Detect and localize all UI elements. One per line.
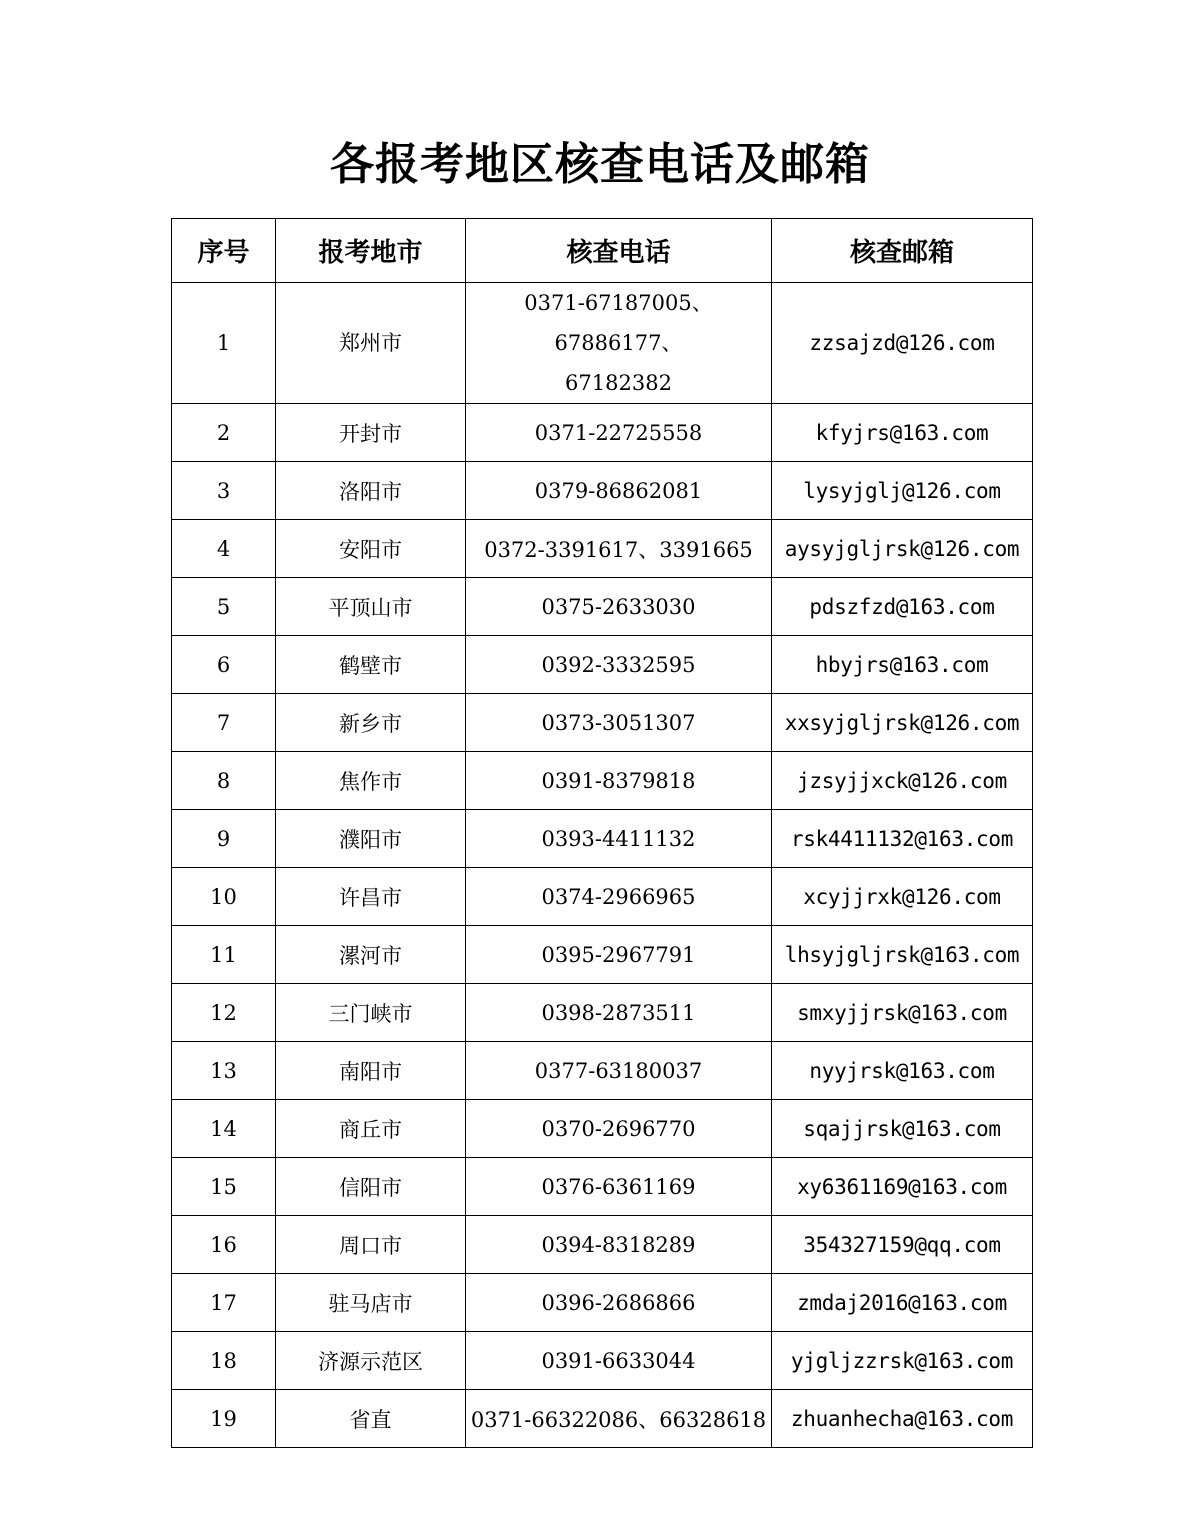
table-row — [172, 1332, 1033, 1390]
row-city: 三门峡市 — [276, 984, 466, 1042]
row-phone: 0376-6361169 — [466, 1158, 772, 1216]
row-city: 鹤壁市 — [276, 636, 466, 694]
header-email: 核查邮箱 — [772, 219, 1033, 283]
row-serial-number: 15 — [172, 1158, 276, 1216]
row-serial-number: 17 — [172, 1274, 276, 1332]
row-city: 济源示范区 — [276, 1332, 466, 1390]
row-city: 信阳市 — [276, 1158, 466, 1216]
table-row — [172, 1158, 1033, 1216]
row-city: 濮阳市 — [276, 810, 466, 868]
row-phone: 0375-2633030 — [466, 578, 772, 636]
row-city: 洛阳市 — [276, 462, 466, 520]
row-email: rsk4411132@163.com — [772, 810, 1033, 868]
row-serial-number: 5 — [172, 578, 276, 636]
table-header-row — [172, 219, 1033, 283]
row-phone: 0372-3391617、3391665 — [466, 520, 772, 578]
table-row — [172, 636, 1033, 694]
row-email: xxsyjgljrsk@126.com — [772, 694, 1033, 752]
row-phone: 0370-2696770 — [466, 1100, 772, 1158]
row-serial-number: 2 — [172, 404, 276, 462]
row-phone — [466, 283, 772, 404]
row-phone: 0392-3332595 — [466, 636, 772, 694]
row-phone: 0395-2967791 — [466, 926, 772, 984]
row-city: 安阳市 — [276, 520, 466, 578]
row-email: zzsajzd@126.com — [772, 283, 1033, 404]
table-row — [172, 462, 1033, 520]
table-row — [172, 1042, 1033, 1100]
row-email: zmdaj2016@163.com — [772, 1274, 1033, 1332]
row-email: sqajjrsk@163.com — [772, 1100, 1033, 1158]
table-row — [172, 868, 1033, 926]
row-serial-number: 9 — [172, 810, 276, 868]
table-row — [172, 1100, 1033, 1158]
row-phone: 0393-4411132 — [466, 810, 772, 868]
row-email: 354327159@qq.com — [772, 1216, 1033, 1274]
row-email: lhsyjgljrsk@163.com — [772, 926, 1033, 984]
header-city: 报考地市 — [276, 219, 466, 283]
page-title: 各报考地区核查电话及邮箱 — [330, 139, 870, 191]
row-city: 开封市 — [276, 404, 466, 462]
row-serial-number: 11 — [172, 926, 276, 984]
table-row — [172, 694, 1033, 752]
row-serial-number: 18 — [172, 1332, 276, 1390]
table-row — [172, 984, 1033, 1042]
row-phone: 0377-63180037 — [466, 1042, 772, 1100]
row-email: jzsyjjxck@126.com — [772, 752, 1033, 810]
row-serial-number: 7 — [172, 694, 276, 752]
row-email: pdszfzd@163.com — [772, 578, 1033, 636]
row-phone: 0379-86862081 — [466, 462, 772, 520]
row-email: zhuanhecha@163.com — [772, 1390, 1033, 1448]
row-serial-number: 1 — [172, 283, 276, 404]
row-phone: 0391-6633044 — [466, 1332, 772, 1390]
row-email: xy6361169@163.com — [772, 1158, 1033, 1216]
row-phone: 0398-2873511 — [466, 984, 772, 1042]
row-email: xcyjjrxk@126.com — [772, 868, 1033, 926]
row-email: kfyjrs@163.com — [772, 404, 1033, 462]
row-serial-number: 8 — [172, 752, 276, 810]
table-row — [172, 578, 1033, 636]
row-city: 漯河市 — [276, 926, 466, 984]
table-row — [172, 404, 1033, 462]
row-serial-number: 4 — [172, 520, 276, 578]
row-city: 商丘市 — [276, 1100, 466, 1158]
table-row — [172, 520, 1033, 578]
row-city: 南阳市 — [276, 1042, 466, 1100]
table-row — [172, 1274, 1033, 1332]
row-email: smxyjjrsk@163.com — [772, 984, 1033, 1042]
contact-table — [171, 218, 1033, 1448]
row-phone: 0396-2686866 — [466, 1274, 772, 1332]
row-phone: 0394-8318289 — [466, 1216, 772, 1274]
row-phone: 0391-8379818 — [466, 752, 772, 810]
row-serial-number: 12 — [172, 984, 276, 1042]
row-phone-line-2: 67182382 — [565, 371, 672, 395]
row-city: 焦作市 — [276, 752, 466, 810]
row-phone: 0371-22725558 — [466, 404, 772, 462]
row-serial-number: 14 — [172, 1100, 276, 1158]
row-city: 周口市 — [276, 1216, 466, 1274]
row-city: 驻马店市 — [276, 1274, 466, 1332]
table-row — [172, 283, 1033, 404]
row-email: hbyjrs@163.com — [772, 636, 1033, 694]
row-serial-number: 10 — [172, 868, 276, 926]
row-email: aysyjgljrsk@126.com — [772, 520, 1033, 578]
header-serial-number: 序号 — [172, 219, 276, 283]
row-city: 许昌市 — [276, 868, 466, 926]
table-row — [172, 1216, 1033, 1274]
row-serial-number: 3 — [172, 462, 276, 520]
row-serial-number: 6 — [172, 636, 276, 694]
row-phone: 0374-2966965 — [466, 868, 772, 926]
row-city: 新乡市 — [276, 694, 466, 752]
row-serial-number: 16 — [172, 1216, 276, 1274]
table-row — [172, 1390, 1033, 1448]
row-city: 郑州市 — [276, 283, 466, 404]
row-email: yjgljzzrsk@163.com — [772, 1332, 1033, 1390]
table-row — [172, 926, 1033, 984]
row-phone: 0371-66322086、66328618 — [466, 1390, 772, 1448]
row-serial-number: 19 — [172, 1390, 276, 1448]
row-email: nyyjrsk@163.com — [772, 1042, 1033, 1100]
row-phone-line-1: 0371-67187005、67886177、 — [524, 291, 713, 355]
table-row — [172, 752, 1033, 810]
table-row — [172, 810, 1033, 868]
row-city: 省直 — [276, 1390, 466, 1448]
row-phone: 0373-3051307 — [466, 694, 772, 752]
row-serial-number: 13 — [172, 1042, 276, 1100]
row-city: 平顶山市 — [276, 578, 466, 636]
header-phone: 核查电话 — [466, 219, 772, 283]
row-email: lysyjglj@126.com — [772, 462, 1033, 520]
